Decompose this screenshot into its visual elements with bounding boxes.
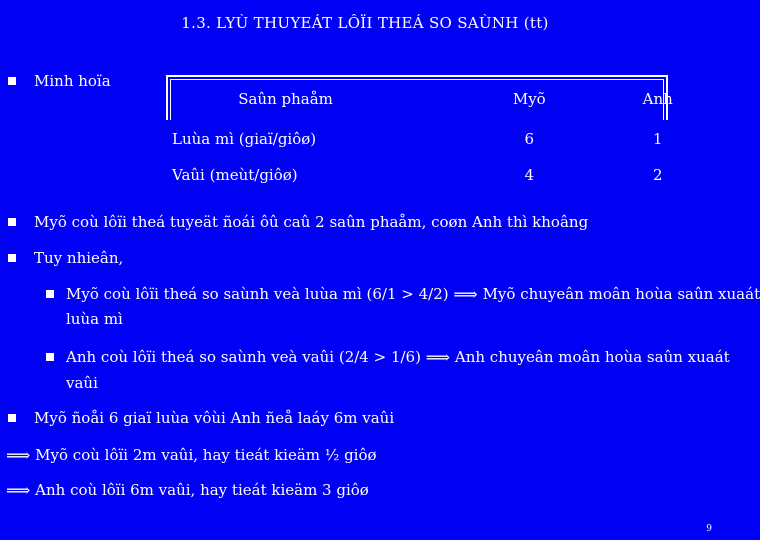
square-bullet-icon	[8, 218, 16, 226]
bullet-text: Tuy nhieân,	[34, 249, 124, 267]
bullet-text: Myõ coù lôïi theá tuyeät ñoái ôû caû 2 saûn phaåm, coøn Anh thì khoâng	[34, 213, 589, 231]
sub-bullet-text: luùa mì	[66, 310, 123, 328]
header-uk: Anh	[642, 89, 673, 108]
header-usa: Myõ	[512, 89, 546, 108]
page-number: 9	[706, 524, 712, 534]
double-right-arrow-icon: ⟹	[6, 481, 31, 501]
bullet-trade	[34, 408, 394, 428]
square-bullet-icon	[8, 254, 16, 262]
square-bullet-icon	[46, 353, 54, 361]
square-bullet-icon	[8, 414, 16, 422]
table-header-row	[168, 76, 720, 121]
cell-usa: 6	[524, 130, 535, 148]
product-table	[168, 76, 720, 193]
double-right-arrow-icon: ⟹	[6, 446, 31, 466]
sub-bullet-uk	[66, 347, 730, 367]
bullet-absolute-advantage	[34, 212, 588, 232]
sub-bullet-usa	[66, 284, 760, 304]
sub-bullet-text: vaûi	[66, 374, 98, 392]
cell-product: Vaûi (meùt/giôø)	[172, 166, 298, 184]
sub-bullet-usa-cont	[66, 309, 123, 329]
sub-bullet-text: Anh coù lôïi theá so saùnh veà vaûi (2/4 > 1/6)	[66, 348, 421, 366]
cell-uk: 1	[652, 130, 663, 148]
table-row	[168, 121, 720, 157]
bullet-minh-hoa	[34, 71, 111, 91]
double-right-arrow-icon: ⟹	[453, 285, 478, 305]
bullet-text: Minh hoïa	[34, 72, 111, 90]
conclusion-usa	[6, 445, 377, 465]
double-right-arrow-icon: ⟹	[425, 348, 451, 368]
cell-uk: 2	[652, 166, 663, 184]
sub-bullet-result: Myõ chuyeân moân hoùa saûn xuaát	[482, 285, 760, 303]
sub-bullet-uk-cont	[66, 373, 98, 393]
bullet-however	[34, 248, 123, 268]
cell-product: Luùa mì (giaï/giôø)	[172, 130, 317, 148]
square-bullet-icon	[8, 77, 16, 85]
cell-usa: 4	[524, 166, 535, 184]
table-row	[168, 157, 720, 193]
slide-title: 1.3. LYÙ THUYEÁT LÔÏI THEÁ SO SAÙNH (tt)	[181, 14, 549, 32]
header-product: Saûn phaåm	[238, 89, 333, 108]
bullet-text: Myõ ñoåi 6 giaï luùa vôùi Anh ñeå laáy 6m vaûi	[34, 409, 395, 427]
conclusion-text: Myõ coù lôïi 2m vaûi, hay tieát kieäm ½ giôø	[35, 446, 377, 464]
sub-bullet-text: Myõ coù lôïi theá so saùnh veà luùa mì (6/1 > 4/2)	[66, 285, 449, 303]
square-bullet-icon	[46, 290, 54, 298]
sub-bullet-result: Anh chuyeân moân hoùa saûn xuaát	[454, 348, 730, 366]
conclusion-uk	[6, 480, 369, 500]
conclusion-text: Anh coù lôïi 6m vaûi, hay tieát kieäm 3 giôø	[35, 481, 369, 499]
